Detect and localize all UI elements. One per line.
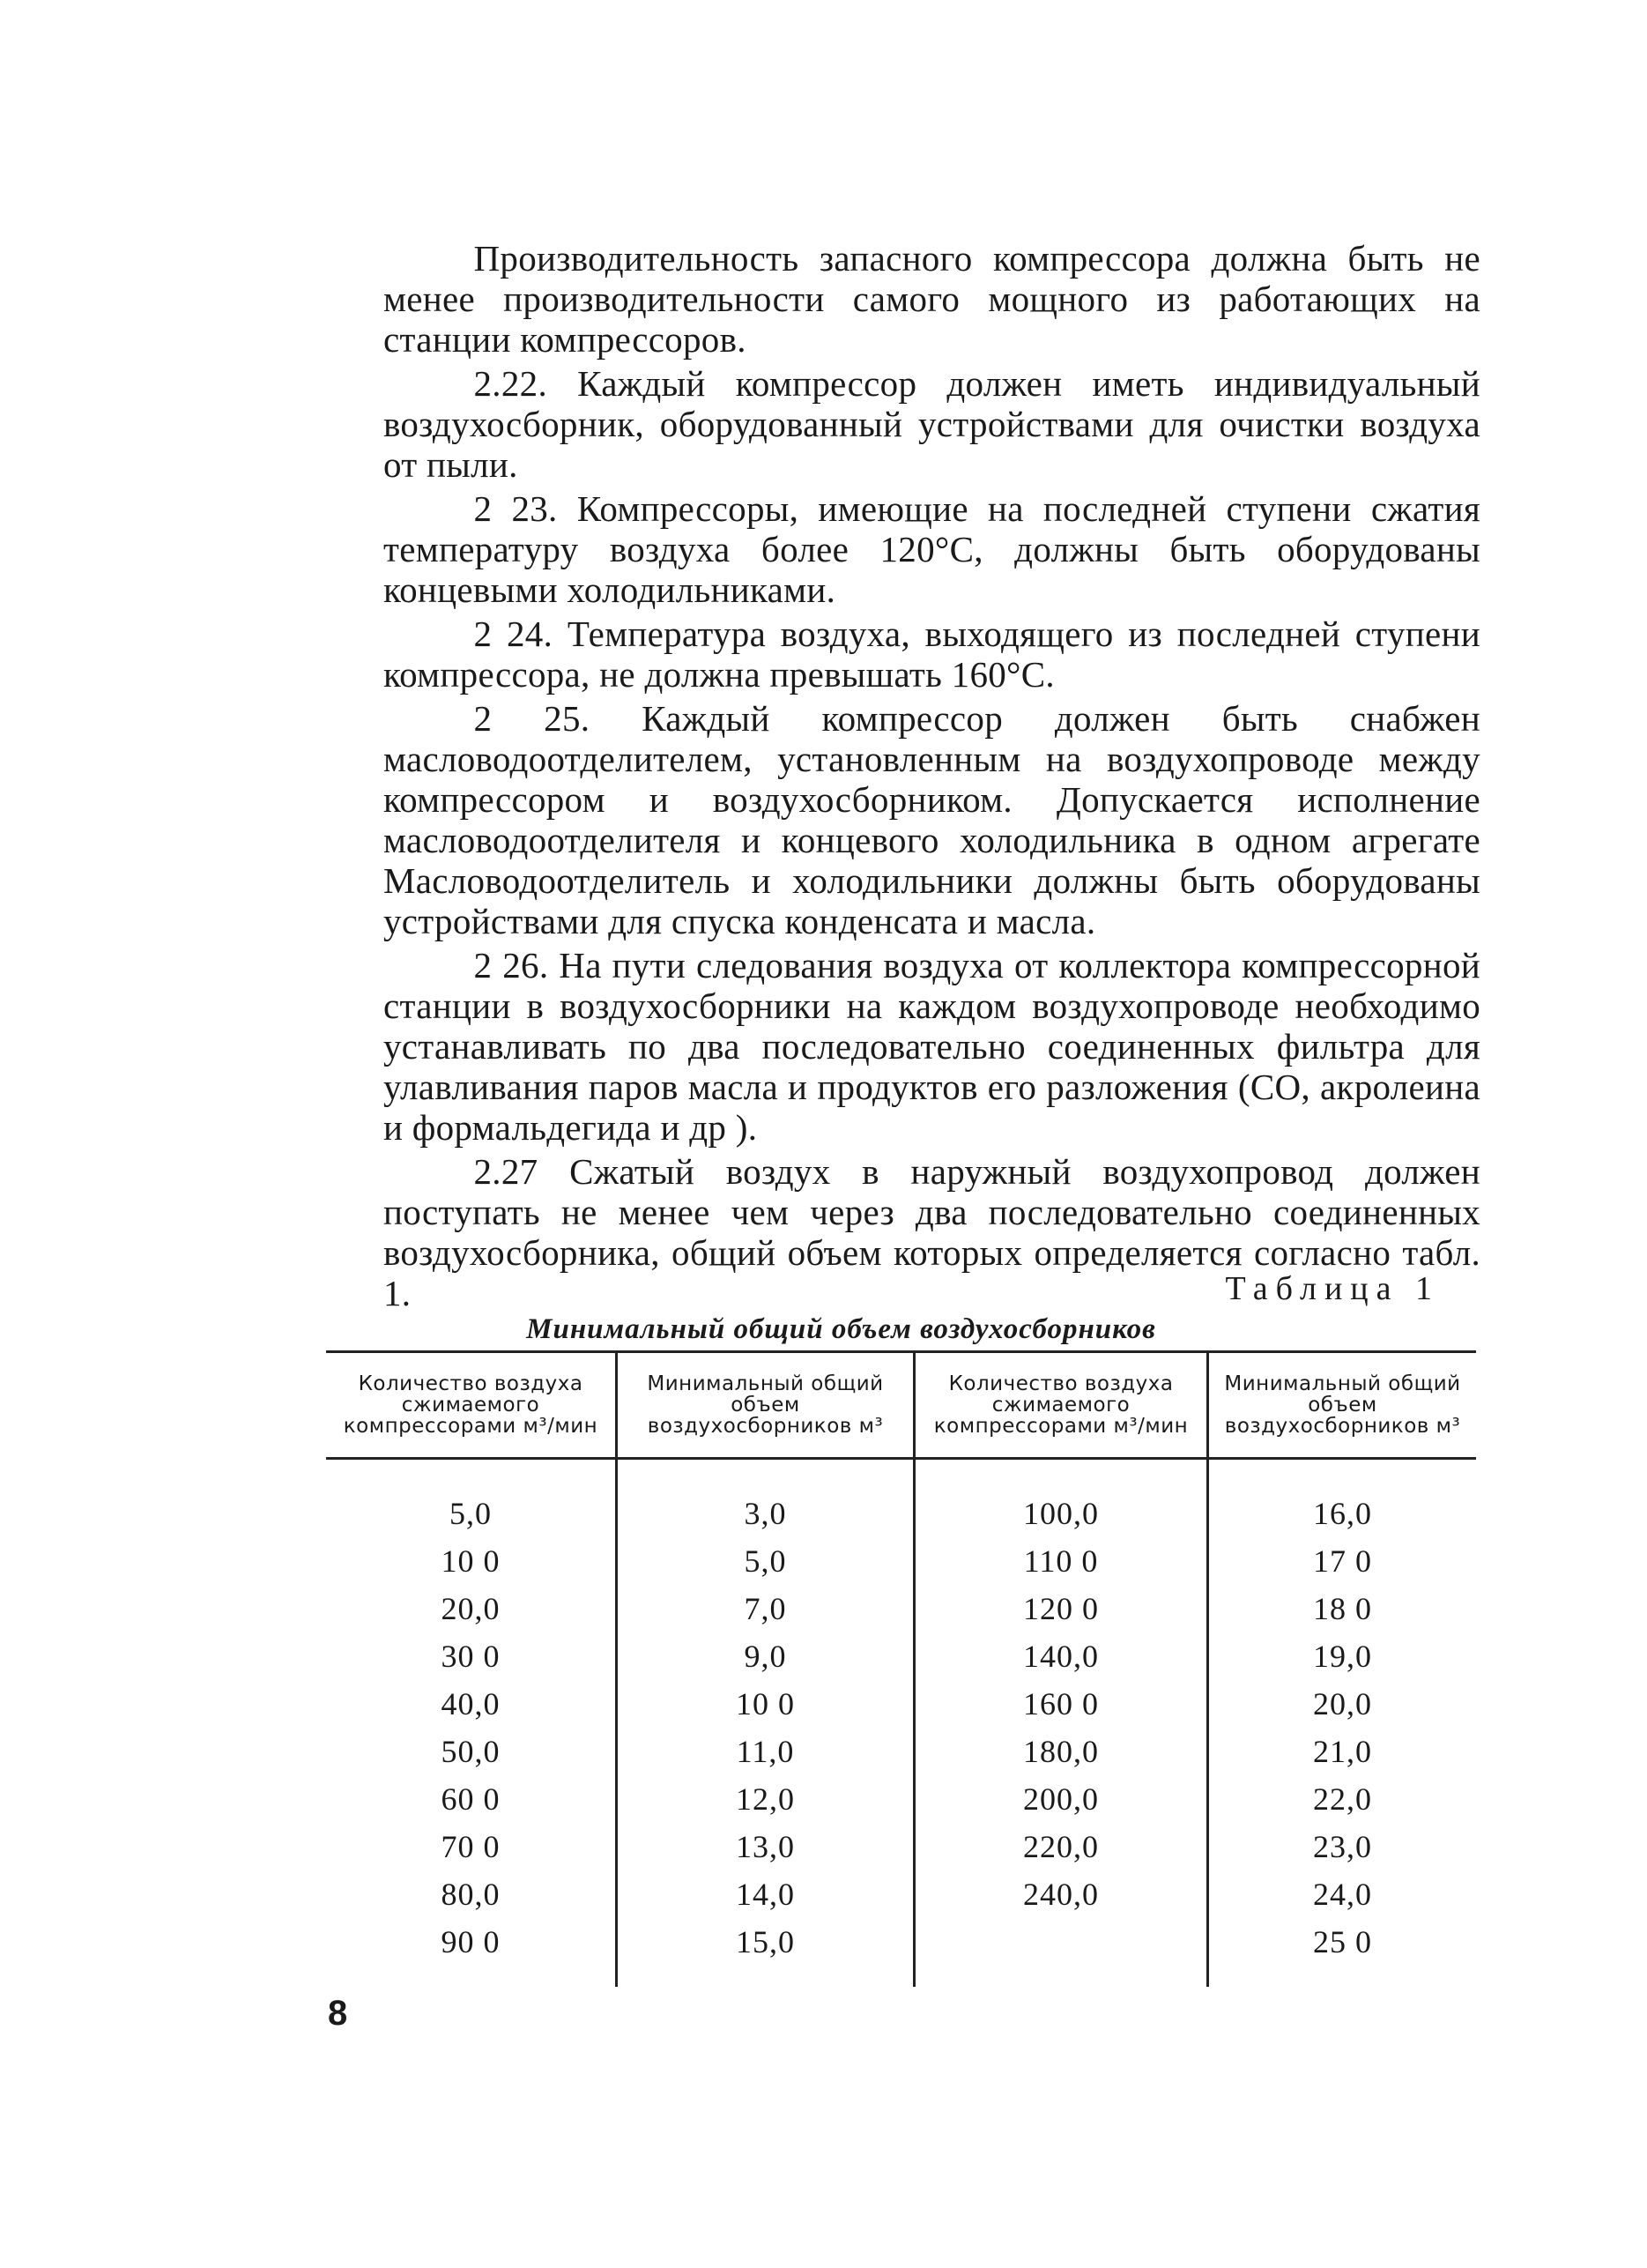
body-text (383, 238, 1480, 1317)
paragraph-2-23: 2 23. Компрессоры, имеющие на последней ступени сжатия температуру воздуха более 120°С, должны быть оборудованы концевыми холодильниками. (383, 488, 1480, 610)
header-air-quantity-2: Количество воздуха сжимаемого компрессорами м³/мин (913, 1353, 1206, 1457)
page-number: 8 (328, 1994, 348, 2033)
table-cell: 18 0 (1313, 1591, 1372, 1626)
table-cell: 40,0 (441, 1686, 501, 1721)
table-cell: 22,0 (1313, 1781, 1372, 1817)
table-cell: 24,0 (1313, 1877, 1372, 1912)
paragraph-reserve-compressor: Производительность запасного компрессора должна быть не менее производительности самого мощного из работающих на станции компрессоров. (383, 238, 1480, 360)
table-body (326, 1460, 1476, 1987)
table-cell: 15,0 (736, 1924, 795, 1959)
table-cell: 20,0 (441, 1591, 501, 1626)
table-cell: 70 0 (441, 1829, 501, 1864)
table-cell: 23,0 (1313, 1829, 1372, 1864)
table-cell: 30 0 (441, 1639, 501, 1674)
table-cell: 50,0 (441, 1734, 501, 1769)
table-cell: 10 0 (736, 1686, 795, 1721)
table-cell: 10 0 (441, 1543, 501, 1579)
table-cell: 3,0 (744, 1496, 787, 1531)
table-cell: 25 0 (1313, 1924, 1372, 1959)
table-title: Минимальный общий объем воздухосборников (526, 1313, 1156, 1345)
table-cell: 17 0 (1313, 1543, 1372, 1579)
table-cell: 160 0 (1023, 1686, 1099, 1721)
column-min-volume-1 (615, 1460, 913, 1987)
header-air-quantity-1: Количество воздуха сжимаемого компрессорами м³/мин (343, 1372, 598, 1438)
table-cell: 100,0 (1023, 1496, 1099, 1531)
table-cell: 21,0 (1313, 1734, 1372, 1769)
table-cell: 7,0 (744, 1591, 787, 1626)
table-header-row (326, 1350, 1476, 1460)
table-cell: 12,0 (736, 1781, 795, 1817)
table-cell: 80,0 (441, 1877, 501, 1912)
table-cell: 9,0 (744, 1639, 787, 1674)
column-min-volume-2 (1206, 1460, 1476, 1987)
paragraph-2-27: 2.27 Сжатый воздух в наружный воздухопровод должен поступать не менее чем через два последовательно соединенных воздухосборника, общий объем которых определяется согласно табл. 1. (383, 1151, 1480, 1313)
paragraph-2-22: 2.22. Каждый компрессор должен иметь индивидуальный воздухосборник, оборудованный устройствами для очистки воздуха от пыли. (383, 363, 1480, 485)
table-cell: 90 0 (441, 1924, 501, 1959)
column-air-quantity-1 (326, 1460, 615, 1987)
header-min-volume-1: Минимальный общий объем воздухосборников м³ (615, 1353, 913, 1457)
air-receiver-volume-table (326, 1350, 1476, 1987)
table-cell: 200,0 (1023, 1781, 1099, 1817)
table-cell: 16,0 (1313, 1496, 1372, 1531)
table-cell: 14,0 (736, 1877, 795, 1912)
table-cell: 19,0 (1313, 1639, 1372, 1674)
table-cell: 120 0 (1023, 1591, 1099, 1626)
table-cell: 220,0 (1023, 1829, 1099, 1864)
table-cell: 5,0 (744, 1543, 787, 1579)
column-air-quantity-2 (913, 1460, 1206, 1987)
paragraph-2-24: 2 24. Температура воздуха, выходящего из последней ступени компрессора, не должна превышать 160°С. (383, 613, 1480, 695)
table-cell: 110 0 (1023, 1543, 1099, 1579)
table-cell: 5,0 (449, 1496, 492, 1531)
table-cell: 180,0 (1023, 1734, 1099, 1769)
table-cell: 20,0 (1313, 1686, 1372, 1721)
table-caption: Таблица 1 (1225, 1270, 1440, 1307)
table-cell: 240,0 (1023, 1877, 1099, 1912)
table-cell: 11,0 (736, 1734, 795, 1769)
table-cell: 140,0 (1023, 1639, 1099, 1674)
paragraph-2-26: 2 26. На пути следования воздуха от коллектора компрессорной станции в воздухосборники на каждом воздухопроводе необходимо устанавливать по два последовательно соединенных фильтра для улавливания паров масла и продуктов его разложения (СО, акролеина и формальдегида и др ). (383, 945, 1480, 1148)
table-cell: 13,0 (736, 1829, 795, 1864)
paragraph-2-25: 2 25. Каждый компрессор должен быть снабжен масловодоотделителем, установленным на воздухопроводе между компрессором и воздухосборником. Допускается исполнение масловодоотделителя и концевого холодильника в одном агрегате Масловодоотделитель и холодильники должны быть оборудованы устройствами для спуска конденсата и масла. (383, 698, 1480, 941)
table-cell: 60 0 (441, 1781, 501, 1817)
header-min-volume-2: Минимальный общий объем воздухосборников м³ (1206, 1353, 1476, 1457)
